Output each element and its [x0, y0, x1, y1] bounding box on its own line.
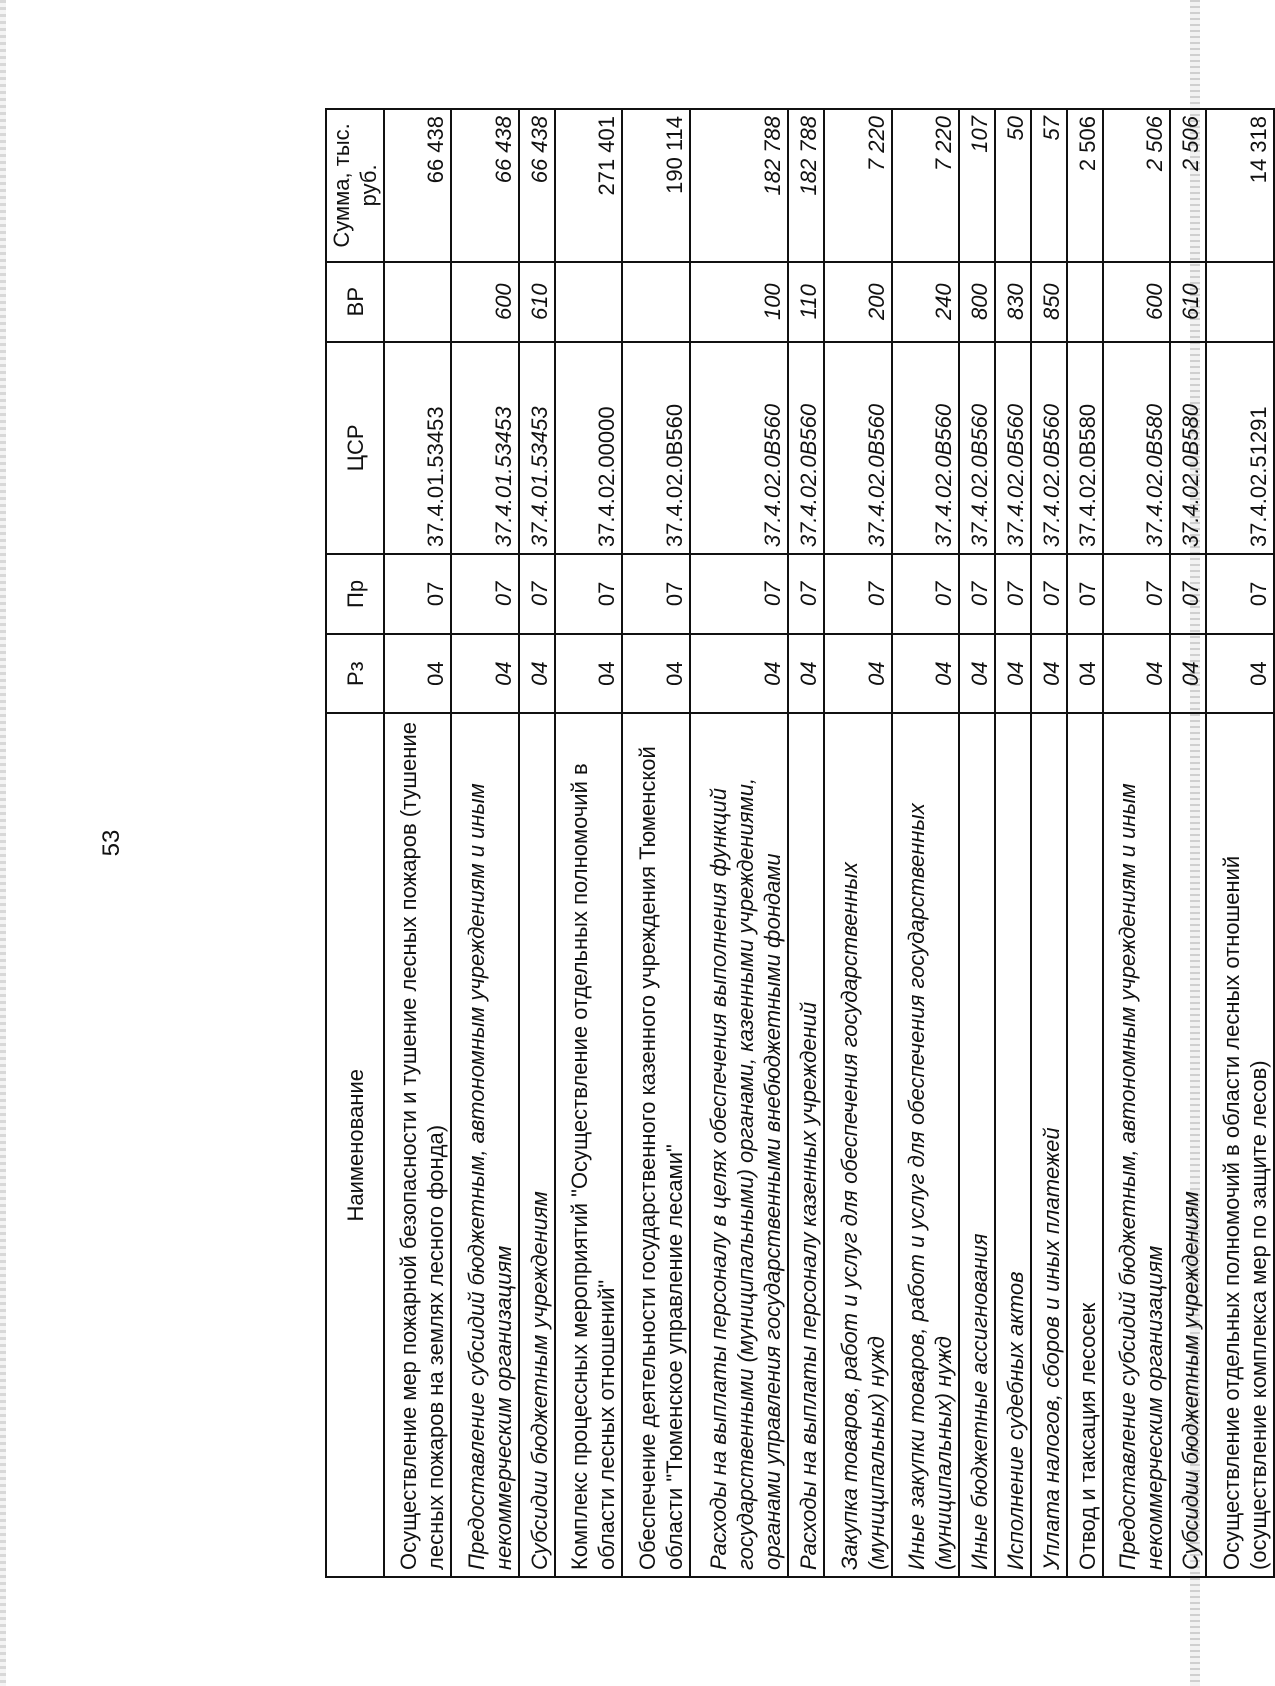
cell-name: Отвод и таксация лесосек: [1067, 713, 1103, 1577]
cell-csr: 37.4.02.0В560: [959, 342, 995, 555]
cell-pr: 07: [690, 554, 789, 634]
cell-csr: 37.4.02.0В560: [995, 342, 1031, 555]
cell-vr: 110: [788, 262, 824, 342]
cell-name: Исполнение судебных актов: [995, 713, 1031, 1577]
table-row: [519, 109, 555, 1577]
cell-csr: 37.4.02.51291: [1206, 342, 1274, 555]
cell-name: Иные закупки товаров, работ и услуг для обеспечения государственных (муниципальных) нужд: [892, 713, 959, 1577]
cell-sum: 66 438: [451, 109, 518, 262]
cell-name: Уплата налогов, сборов и иных платежей: [1031, 713, 1067, 1577]
table-row: [1031, 109, 1067, 1577]
cell-sum: 2 506: [1067, 109, 1103, 262]
cell-rz: 04: [1206, 634, 1274, 714]
cell-name: Субсидии бюджетным учреждениям: [1170, 713, 1206, 1577]
cell-vr: 610: [519, 262, 555, 342]
table-row: [622, 109, 689, 1577]
cell-pr: 07: [959, 554, 995, 634]
table-row: [1067, 109, 1103, 1577]
cell-sum: 182 788: [690, 109, 789, 262]
budget-table: [325, 108, 1275, 1578]
cell-vr: 600: [451, 262, 518, 342]
table-row: [1103, 109, 1170, 1577]
table-header-row: [326, 109, 384, 1577]
cell-pr: 07: [1031, 554, 1067, 634]
cell-rz: 04: [995, 634, 1031, 714]
cell-name: Иные бюджетные ассигнования: [959, 713, 995, 1577]
cell-rz: 04: [384, 634, 451, 714]
cell-vr: [622, 262, 689, 342]
cell-pr: 07: [622, 554, 689, 634]
cell-vr: 610: [1170, 262, 1206, 342]
cell-vr: 850: [1031, 262, 1067, 342]
cell-csr: 37.4.01.53453: [451, 342, 518, 555]
cell-sum: 66 438: [519, 109, 555, 262]
cell-name: Предоставление субсидий бюджетным, автономным учреждениям и иным некоммерческим организациям: [451, 713, 518, 1577]
cell-csr: 37.4.02.0В560: [824, 342, 891, 555]
cell-csr: 37.4.02.0В560: [788, 342, 824, 555]
cell-sum: 66 438: [384, 109, 451, 262]
cell-rz: 04: [451, 634, 518, 714]
header-sum: Сумма, тыс. руб.: [326, 109, 384, 262]
cell-rz: 04: [519, 634, 555, 714]
cell-pr: 07: [519, 554, 555, 634]
cell-rz: 04: [1031, 634, 1067, 714]
cell-vr: 830: [995, 262, 1031, 342]
cell-name: Расходы на выплаты персоналу казенных учреждений: [788, 713, 824, 1577]
table-row: [788, 109, 824, 1577]
cell-vr: [1067, 262, 1103, 342]
cell-rz: 04: [788, 634, 824, 714]
cell-vr: 600: [1103, 262, 1170, 342]
cell-rz: 04: [1067, 634, 1103, 714]
table-body: [384, 109, 1274, 1577]
header-vr: ВР: [326, 262, 384, 342]
cell-sum: 2 506: [1170, 109, 1206, 262]
cell-rz: 04: [622, 634, 689, 714]
scan-edge-left: [0, 0, 6, 1686]
header-rz: Рз: [326, 634, 384, 714]
cell-vr: 240: [892, 262, 959, 342]
cell-name: Расходы на выплаты персоналу в целях обеспечения выполнения функций государственными (муниципальными) органами, казенными учреждениями, органами управления государственными внебюджетными фондами: [690, 713, 789, 1577]
cell-pr: 07: [995, 554, 1031, 634]
cell-vr: [384, 262, 451, 342]
cell-name: Субсидии бюджетным учреждениям: [519, 713, 555, 1577]
cell-pr: 07: [384, 554, 451, 634]
table-row: [824, 109, 891, 1577]
cell-vr: 800: [959, 262, 995, 342]
cell-sum: 182 788: [788, 109, 824, 262]
cell-csr: 37.4.02.0В560: [1031, 342, 1067, 555]
table-row: [690, 109, 789, 1577]
table-row: [1206, 109, 1274, 1577]
cell-pr: 07: [1206, 554, 1274, 634]
cell-pr: 07: [824, 554, 891, 634]
cell-csr: 37.4.02.0В560: [892, 342, 959, 555]
cell-rz: 04: [1103, 634, 1170, 714]
header-pr: Пр: [326, 554, 384, 634]
cell-csr: 37.4.02.0В560: [690, 342, 789, 555]
cell-csr: 37.4.02.00000: [555, 342, 622, 555]
cell-sum: 14 318: [1206, 109, 1274, 262]
cell-vr: 100: [690, 262, 789, 342]
cell-sum: 50: [995, 109, 1031, 262]
table-row: [555, 109, 622, 1577]
cell-sum: 2 506: [1103, 109, 1170, 262]
cell-csr: 37.4.01.53453: [519, 342, 555, 555]
cell-name: Комплекс процессных мероприятий "Осуществление отдельных полномочий в области лесных отношений": [555, 713, 622, 1577]
cell-pr: 07: [1067, 554, 1103, 634]
cell-name: Обеспечение деятельности государственного казенного учреждения Тюменской области "Тюменское управление лесами": [622, 713, 689, 1577]
cell-sum: 7 220: [892, 109, 959, 262]
cell-csr: 37.4.02.0В580: [1067, 342, 1103, 555]
budget-table-rotated: [325, 108, 1275, 1578]
cell-rz: 04: [690, 634, 789, 714]
cell-pr: 07: [892, 554, 959, 634]
cell-name: Предоставление субсидий бюджетным, автономным учреждениям и иным некоммерческим организациям: [1103, 713, 1170, 1577]
cell-pr: 07: [1170, 554, 1206, 634]
cell-sum: 190 114: [622, 109, 689, 262]
cell-name: Осуществление отдельных полномочий в области лесных отношений (осуществление комплекса мер по защите лесов): [1206, 713, 1274, 1577]
cell-csr: 37.4.01.53453: [384, 342, 451, 555]
cell-csr: 37.4.02.0В580: [1170, 342, 1206, 555]
cell-name: Закупка товаров, работ и услуг для обеспечения государственных (муниципальных) нужд: [824, 713, 891, 1577]
cell-csr: 37.4.02.0В560: [622, 342, 689, 555]
table-row: [959, 109, 995, 1577]
table-row: [384, 109, 451, 1577]
cell-vr: [1206, 262, 1274, 342]
header-name: Наименование: [326, 713, 384, 1577]
cell-sum: 271 401: [555, 109, 622, 262]
cell-vr: [555, 262, 622, 342]
cell-csr: 37.4.02.0В580: [1103, 342, 1170, 555]
cell-sum: 7 220: [824, 109, 891, 262]
table-row: [1170, 109, 1206, 1577]
cell-rz: 04: [892, 634, 959, 714]
cell-pr: 07: [1103, 554, 1170, 634]
cell-rz: 04: [959, 634, 995, 714]
page-number: 53: [98, 829, 125, 857]
table-row: [892, 109, 959, 1577]
cell-pr: 07: [788, 554, 824, 634]
table-row: [995, 109, 1031, 1577]
cell-rz: 04: [824, 634, 891, 714]
cell-vr: 200: [824, 262, 891, 342]
cell-rz: 04: [555, 634, 622, 714]
cell-sum: 107: [959, 109, 995, 262]
cell-sum: 57: [1031, 109, 1067, 262]
cell-pr: 07: [451, 554, 518, 634]
header-csr: ЦСР: [326, 342, 384, 555]
cell-pr: 07: [555, 554, 622, 634]
cell-rz: 04: [1170, 634, 1206, 714]
table-row: [451, 109, 518, 1577]
cell-name: Осуществление мер пожарной безопасности и тушение лесных пожаров (тушение лесных пожаров на землях лесного фонда): [384, 713, 451, 1577]
